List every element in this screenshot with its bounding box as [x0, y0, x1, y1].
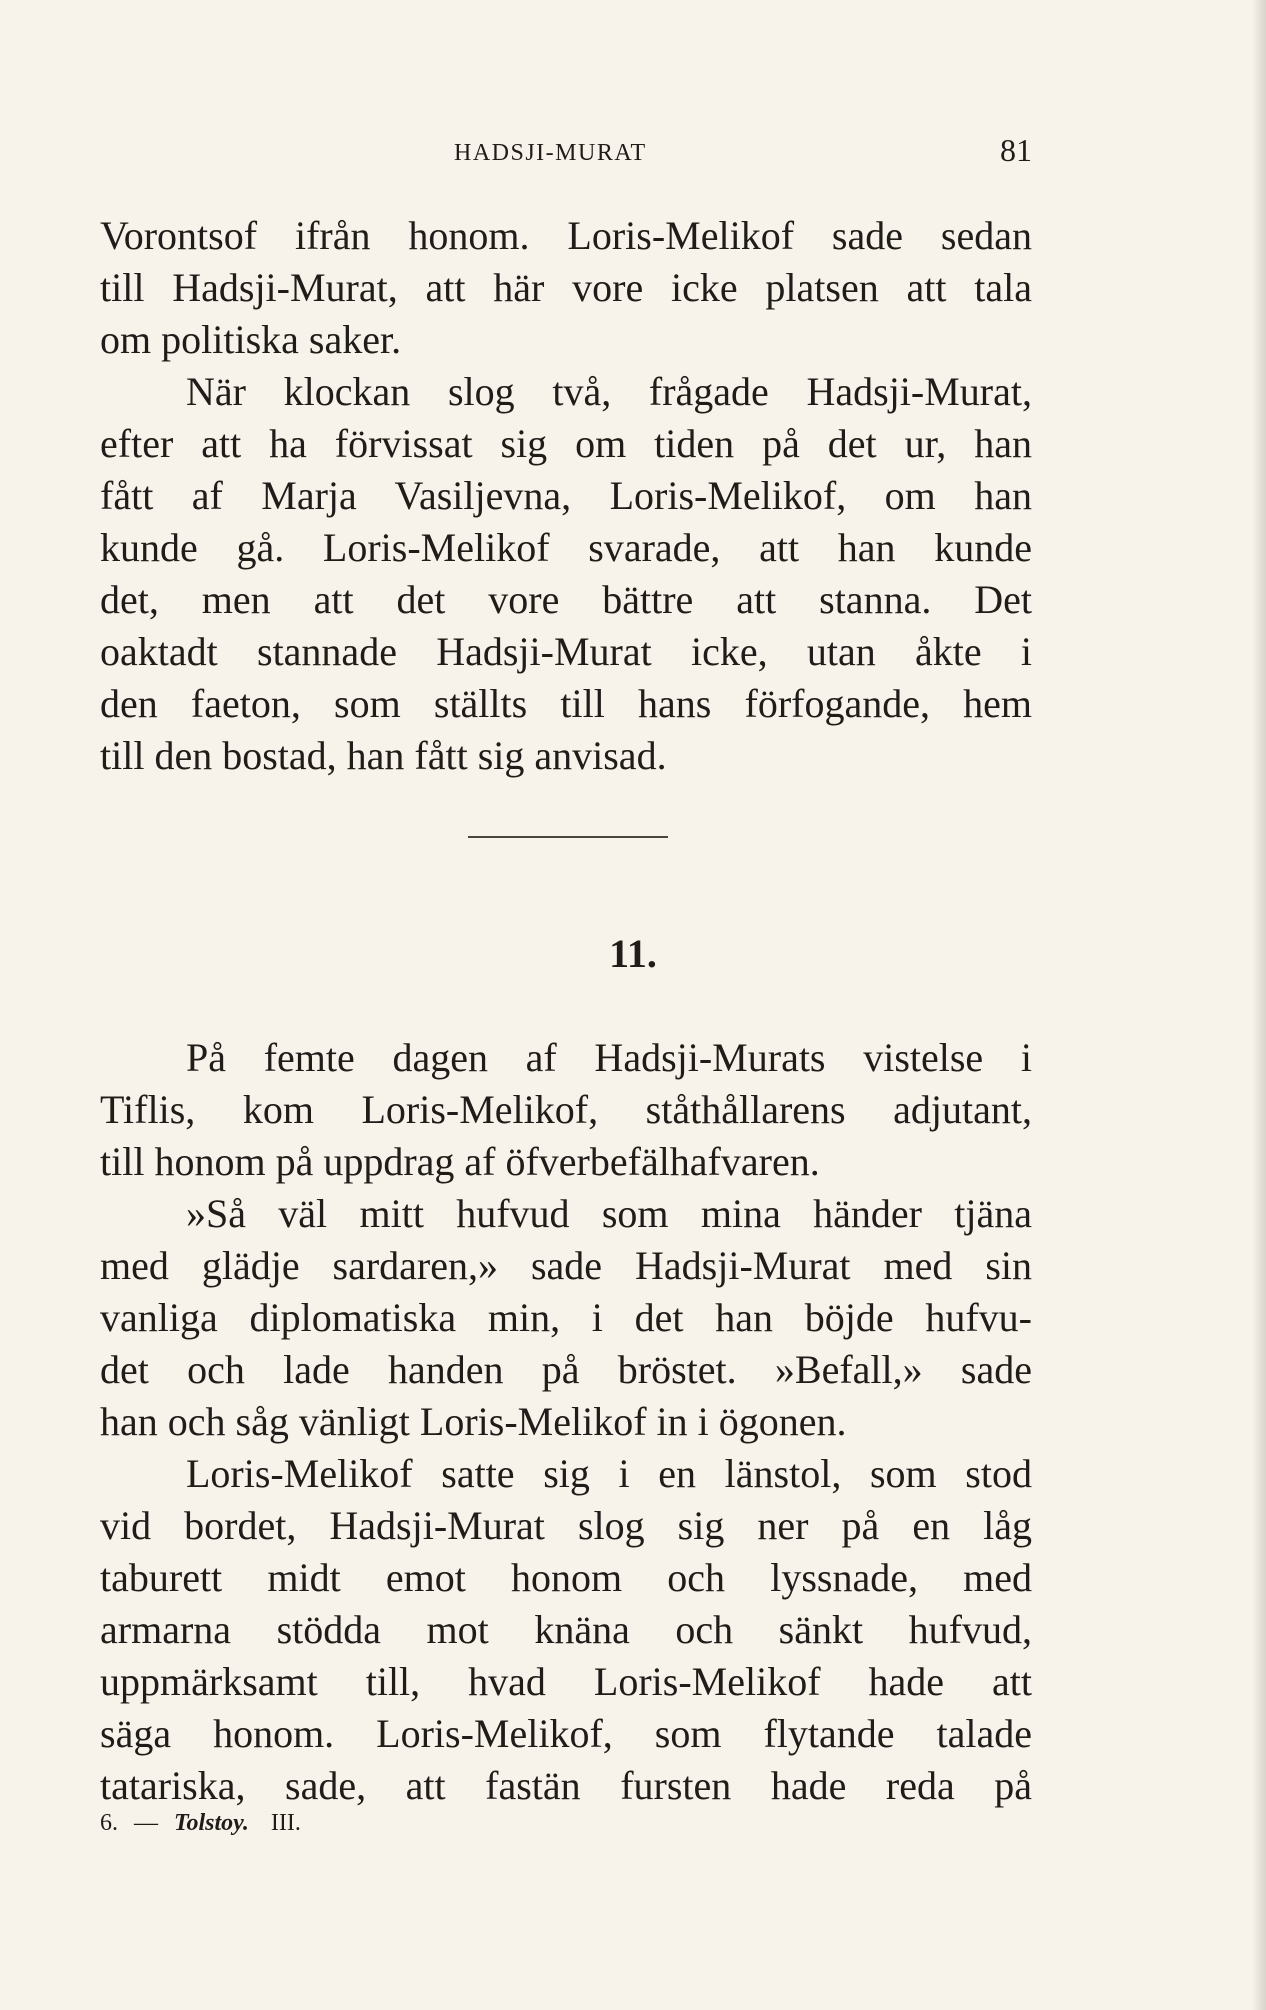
text-line: det och lade handen på bröstet. »Befall,» sade	[100, 1347, 1032, 1392]
text-line: kunde gå. Loris-Melikof svarade, att han kunde	[100, 525, 1032, 570]
text-line: om politiska saker.	[100, 317, 402, 362]
section-divider	[468, 836, 668, 838]
text-line: säga honom. Loris-Melikof, som flytande talade	[100, 1711, 1032, 1756]
text-line: uppmärksamt till, hvad Loris-Melikof hade att	[100, 1659, 1032, 1704]
text-line: tatariska, sade, att fastän fursten hade reda på	[100, 1763, 1032, 1808]
text-line: till honom på uppdrag af öfverbefälhafvaren.	[100, 1139, 820, 1184]
text-line: han och såg vänligt Loris-Melikof in i ögonen.	[100, 1399, 847, 1444]
text-after-section	[100, 1032, 1032, 1812]
text-line: efter att ha förvissat sig om tiden på det ur, han	[100, 421, 1032, 466]
text-line: Tiflis, kom Loris-Melikof, ståthållarens adjutant,	[100, 1087, 1032, 1132]
text-line: det, men att det vore bättre att stanna. Det	[100, 577, 1032, 622]
footer-author: Tolstoy.	[174, 1810, 249, 1836]
text-line: med glädje sardaren,» sade Hadsji-Murat med sin	[100, 1243, 1032, 1288]
running-title: HADSJI-MURAT	[454, 140, 647, 166]
footer-volume: III.	[270, 1810, 301, 1836]
text-line: »Så väl mitt hufvud som mina händer tjäna	[186, 1191, 1032, 1236]
section-number: 11.	[609, 931, 657, 976]
signature-footer	[100, 1810, 301, 1837]
page-number: 81	[1000, 132, 1032, 168]
footer-dash: —	[134, 1810, 158, 1836]
page-edge-shadow	[1252, 0, 1266, 2010]
text-line: fått af Marja Vasiljevna, Loris-Melikof, om han	[100, 473, 1032, 518]
text-line: armarna stödda mot knäna och sänkt hufvud,	[100, 1607, 1032, 1652]
text-line: Vorontsof ifrån honom. Loris-Melikof sade sedan	[100, 213, 1032, 258]
text-line: När klockan slog två, frågade Hadsji-Murat,	[186, 369, 1032, 414]
text-line: till Hadsji-Murat, att här vore icke platsen att tala	[100, 265, 1032, 310]
text-before-section	[100, 210, 1032, 782]
text-line: vanliga diplomatiska min, i det han böjde hufvu-	[100, 1295, 1032, 1340]
running-head	[100, 132, 1032, 172]
text-line: den faeton, som ställts till hans förfogande, hem	[100, 681, 1032, 726]
text-line: vid bordet, Hadsji-Murat slog sig ner på en låg	[100, 1503, 1032, 1548]
text-line: taburett midt emot honom och lyssnade, med	[100, 1555, 1032, 1600]
text-line: till den bostad, han fått sig anvisad.	[100, 733, 667, 778]
signature-mark: 6.	[100, 1810, 118, 1836]
text-line: På femte dagen af Hadsji-Murats vistelse i	[186, 1035, 1032, 1080]
text-line: Loris-Melikof satte sig i en länstol, som stod	[186, 1451, 1032, 1496]
text-line: oaktadt stannade Hadsji-Murat icke, utan åkte i	[100, 629, 1032, 674]
